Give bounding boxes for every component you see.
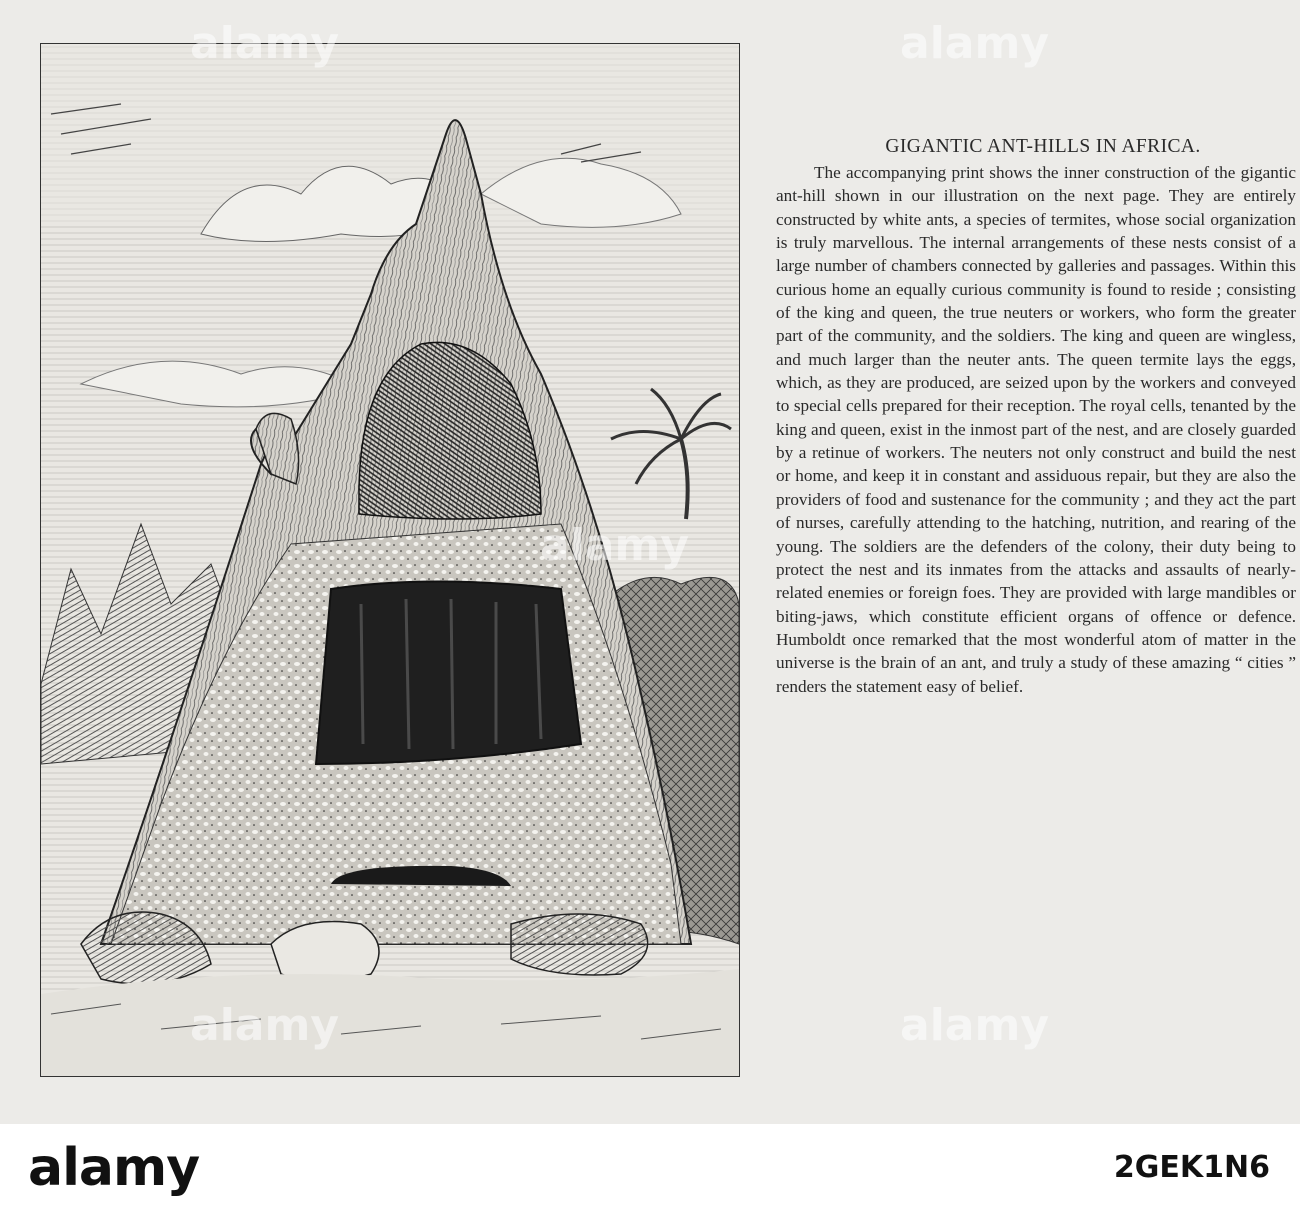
ant-hill-engraving (40, 43, 740, 1077)
stock-footer-bar (0, 1124, 1300, 1214)
watermark-text: alamy (190, 18, 339, 69)
brand-logo: alamy (28, 1138, 200, 1198)
watermark-text: alamy (900, 18, 1049, 69)
image-code: 2GEK1N6 (1113, 1150, 1270, 1185)
watermark-text: alamy (900, 1000, 1049, 1051)
article-column (776, 136, 1296, 698)
article-title: GIGANTIC ANT-HILLS IN AFRICA. (885, 136, 1201, 157)
watermark-text: alamy (190, 1000, 339, 1051)
watermark-text: alamy (540, 520, 689, 571)
engraving-illustration (41, 44, 739, 1076)
article-body: The accompanying print shows the inner construction of the gigantic ant-hill shown in our illustration on the next page. They are entirely constructed by white ants, a species of termites, whose social organization is truly marvellous. The internal arrangements of these nests consist of a large number of chambers connected by galleries and passages. Within this curious home an equally curious community is found to reside ; consisting of the king and queen, the true neuters or workers, who form the greater part of the community, and the soldiers. The king and queen are wingless, and much larger than the neuter ants. The queen termite lays the eggs, which, as they are produced, are seized upon by the workers and conveyed to special cells prepared for their reception. The royal cells, tenanted by the king and queen, exist in the inmost part of the nest, and are closely guarded by a retinue of workers. The neuters not only construct and build the nest or home, and keep it in constant and assiduous repair, but they are also the providers of food and sustenance for the community ; and they act the part of nurses, carefully attending to the hatching, nutrition, and rearing of the young. The soldiers are the defenders of the colony, their duty being to protect the nest and its inmates from the attacks and assaults of nearly-related enemies or foreign foes. They are provided with large mandibles or biting-jaws, which constitute efficient organs of offence or defence. Humboldt once remarked that the most wonderful atom of matter in the universe is the brain of an ant, and truly a study of these amazing “ cities ” renders the statement easy of belief. (776, 163, 1296, 696)
